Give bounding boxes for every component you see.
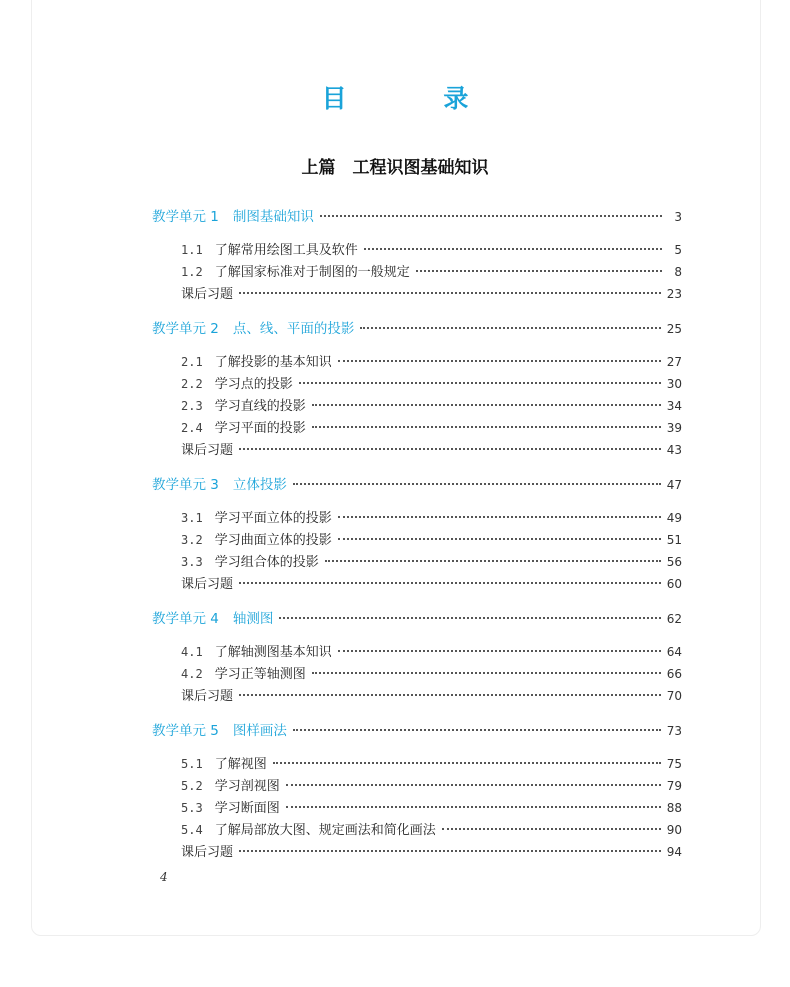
dot-leader: [239, 582, 661, 584]
section-number: 3.2: [181, 533, 203, 547]
section-number: 5.1: [181, 757, 203, 771]
toc-unit-5[interactable]: [152, 719, 682, 739]
page-number: 4: [160, 870, 168, 884]
toc-section[interactable]: [181, 261, 682, 280]
toc-section[interactable]: [181, 663, 682, 682]
section-title: 课后习题: [181, 689, 234, 704]
unit-title: 轴测图: [232, 611, 274, 627]
unit-title: 制图基础知识: [232, 209, 314, 225]
section-title: 了解投影的基本知识: [214, 355, 332, 370]
toc-section[interactable]: [181, 417, 682, 436]
dot-leader: [239, 292, 661, 294]
page-ref: 62: [666, 612, 682, 626]
toc-section[interactable]: [181, 507, 682, 526]
section-number: 5.4: [181, 823, 203, 837]
page-ref: 30: [666, 377, 682, 391]
section-title: 了解常用绘图工具及软件: [214, 243, 358, 258]
dot-leader: [312, 426, 661, 428]
section-number: 2.4: [181, 421, 203, 435]
section-title: 课后习题: [181, 577, 234, 592]
toc-section[interactable]: [181, 641, 682, 660]
dot-leader: [312, 404, 661, 406]
page-ref: 8: [674, 265, 682, 279]
dot-leader: [239, 850, 661, 852]
section-title: 学习直线的投影: [214, 399, 306, 414]
dot-leader: [338, 516, 661, 518]
page-ref: 70: [666, 689, 682, 703]
page-ref: 66: [666, 667, 682, 681]
unit-title: 点、线、平面的投影: [232, 321, 355, 337]
toc-exercises[interactable]: [181, 573, 682, 592]
page-ref: 94: [666, 845, 682, 859]
dot-leader: [286, 784, 661, 786]
dot-leader: [442, 828, 661, 830]
toc-section[interactable]: [181, 819, 682, 838]
section-title: 学习平面立体的投影: [214, 511, 332, 526]
toc-exercises[interactable]: [181, 439, 682, 458]
toc-section[interactable]: [181, 797, 682, 816]
unit-number: 教学单元 1: [152, 209, 219, 225]
section-title: 了解局部放大图、规定画法和简化画法: [214, 823, 436, 838]
unit-title: 立体投影: [232, 477, 287, 493]
toc-exercises[interactable]: [181, 685, 682, 704]
dot-leader: [325, 560, 661, 562]
section-title: 学习点的投影: [214, 377, 293, 392]
toc-section[interactable]: [181, 551, 682, 570]
page-ref: 88: [666, 801, 682, 815]
unit-number: 教学单元 5: [152, 723, 219, 739]
toc-unit-2[interactable]: [152, 317, 682, 337]
toc-section[interactable]: [181, 529, 682, 548]
section-number: 2.3: [181, 399, 203, 413]
section-title: 课后习题: [181, 443, 234, 458]
dot-leader: [286, 806, 661, 808]
section-title: 学习剖视图: [214, 779, 280, 794]
page-ref: 90: [666, 823, 682, 837]
toc-section[interactable]: [181, 239, 682, 258]
page-ref: 34: [666, 399, 682, 413]
dot-leader: [338, 538, 661, 540]
toc-exercises[interactable]: [181, 283, 682, 302]
toc-unit-4[interactable]: [152, 607, 682, 627]
section-number: 4.2: [181, 667, 203, 681]
section-number: 4.1: [181, 645, 203, 659]
unit-number: 教学单元 4: [152, 611, 219, 627]
page-ref: 75: [666, 757, 682, 771]
section-title: 课后习题: [181, 845, 234, 860]
page-ref: 3: [674, 210, 682, 224]
dot-leader: [320, 215, 662, 217]
page-ref: 5: [674, 243, 682, 257]
dot-leader: [239, 448, 661, 450]
page-ref: 73: [666, 724, 682, 738]
dot-leader: [416, 270, 662, 272]
page-ref: 39: [666, 421, 682, 435]
section-title: 学习正等轴测图: [214, 667, 306, 682]
toc-title: 目 录: [321, 84, 513, 113]
page-ref: 60: [666, 577, 682, 591]
page-ref: 49: [666, 511, 682, 525]
dot-leader: [360, 327, 660, 329]
page-ref: 64: [666, 645, 682, 659]
page-sheet: [31, 0, 761, 936]
dot-leader: [239, 694, 661, 696]
section-number: 5.2: [181, 779, 203, 793]
section-number: 2.1: [181, 355, 203, 369]
unit-title: 图样画法: [232, 723, 287, 739]
dot-leader: [338, 650, 661, 652]
page-ref: 43: [666, 443, 682, 457]
dot-leader: [312, 672, 661, 674]
toc-section[interactable]: [181, 395, 682, 414]
dot-leader: [299, 382, 661, 384]
page-ref: 23: [666, 287, 682, 301]
toc-unit-3[interactable]: [152, 473, 682, 493]
section-number: 3.1: [181, 511, 203, 525]
page-ref: 47: [666, 478, 682, 492]
section-title: 学习断面图: [214, 801, 280, 816]
dot-leader: [293, 729, 661, 731]
section-number: 1.1: [181, 243, 203, 257]
part-heading: 上篇 工程识图基础知识: [301, 158, 489, 178]
section-number: 5.3: [181, 801, 203, 815]
toc-exercises[interactable]: [181, 841, 682, 860]
section-title: 学习平面的投影: [214, 421, 306, 436]
page-ref: 51: [666, 533, 682, 547]
dot-leader: [273, 762, 661, 764]
toc-section[interactable]: [181, 753, 682, 772]
toc-unit-1[interactable]: [152, 205, 682, 225]
section-title: 课后习题: [181, 287, 234, 302]
toc-section[interactable]: [181, 351, 682, 370]
section-title: 学习组合体的投影: [214, 555, 319, 570]
section-title: 了解轴测图基本知识: [214, 645, 332, 660]
section-number: 3.3: [181, 555, 203, 569]
dot-leader: [293, 483, 661, 485]
page-ref: 56: [666, 555, 682, 569]
section-title: 学习曲面立体的投影: [214, 533, 332, 548]
dot-leader: [279, 617, 660, 619]
section-number: 1.2: [181, 265, 203, 279]
dot-leader: [364, 248, 662, 250]
toc-section[interactable]: [181, 373, 682, 392]
page-ref: 79: [666, 779, 682, 793]
unit-number: 教学单元 3: [152, 477, 219, 493]
section-title: 了解视图: [214, 757, 267, 772]
section-title: 了解国家标准对于制图的一般规定: [214, 265, 410, 280]
page-ref: 25: [666, 322, 682, 336]
section-number: 2.2: [181, 377, 203, 391]
page-ref: 27: [666, 355, 682, 369]
unit-number: 教学单元 2: [152, 321, 219, 337]
dot-leader: [338, 360, 661, 362]
toc-section[interactable]: [181, 775, 682, 794]
